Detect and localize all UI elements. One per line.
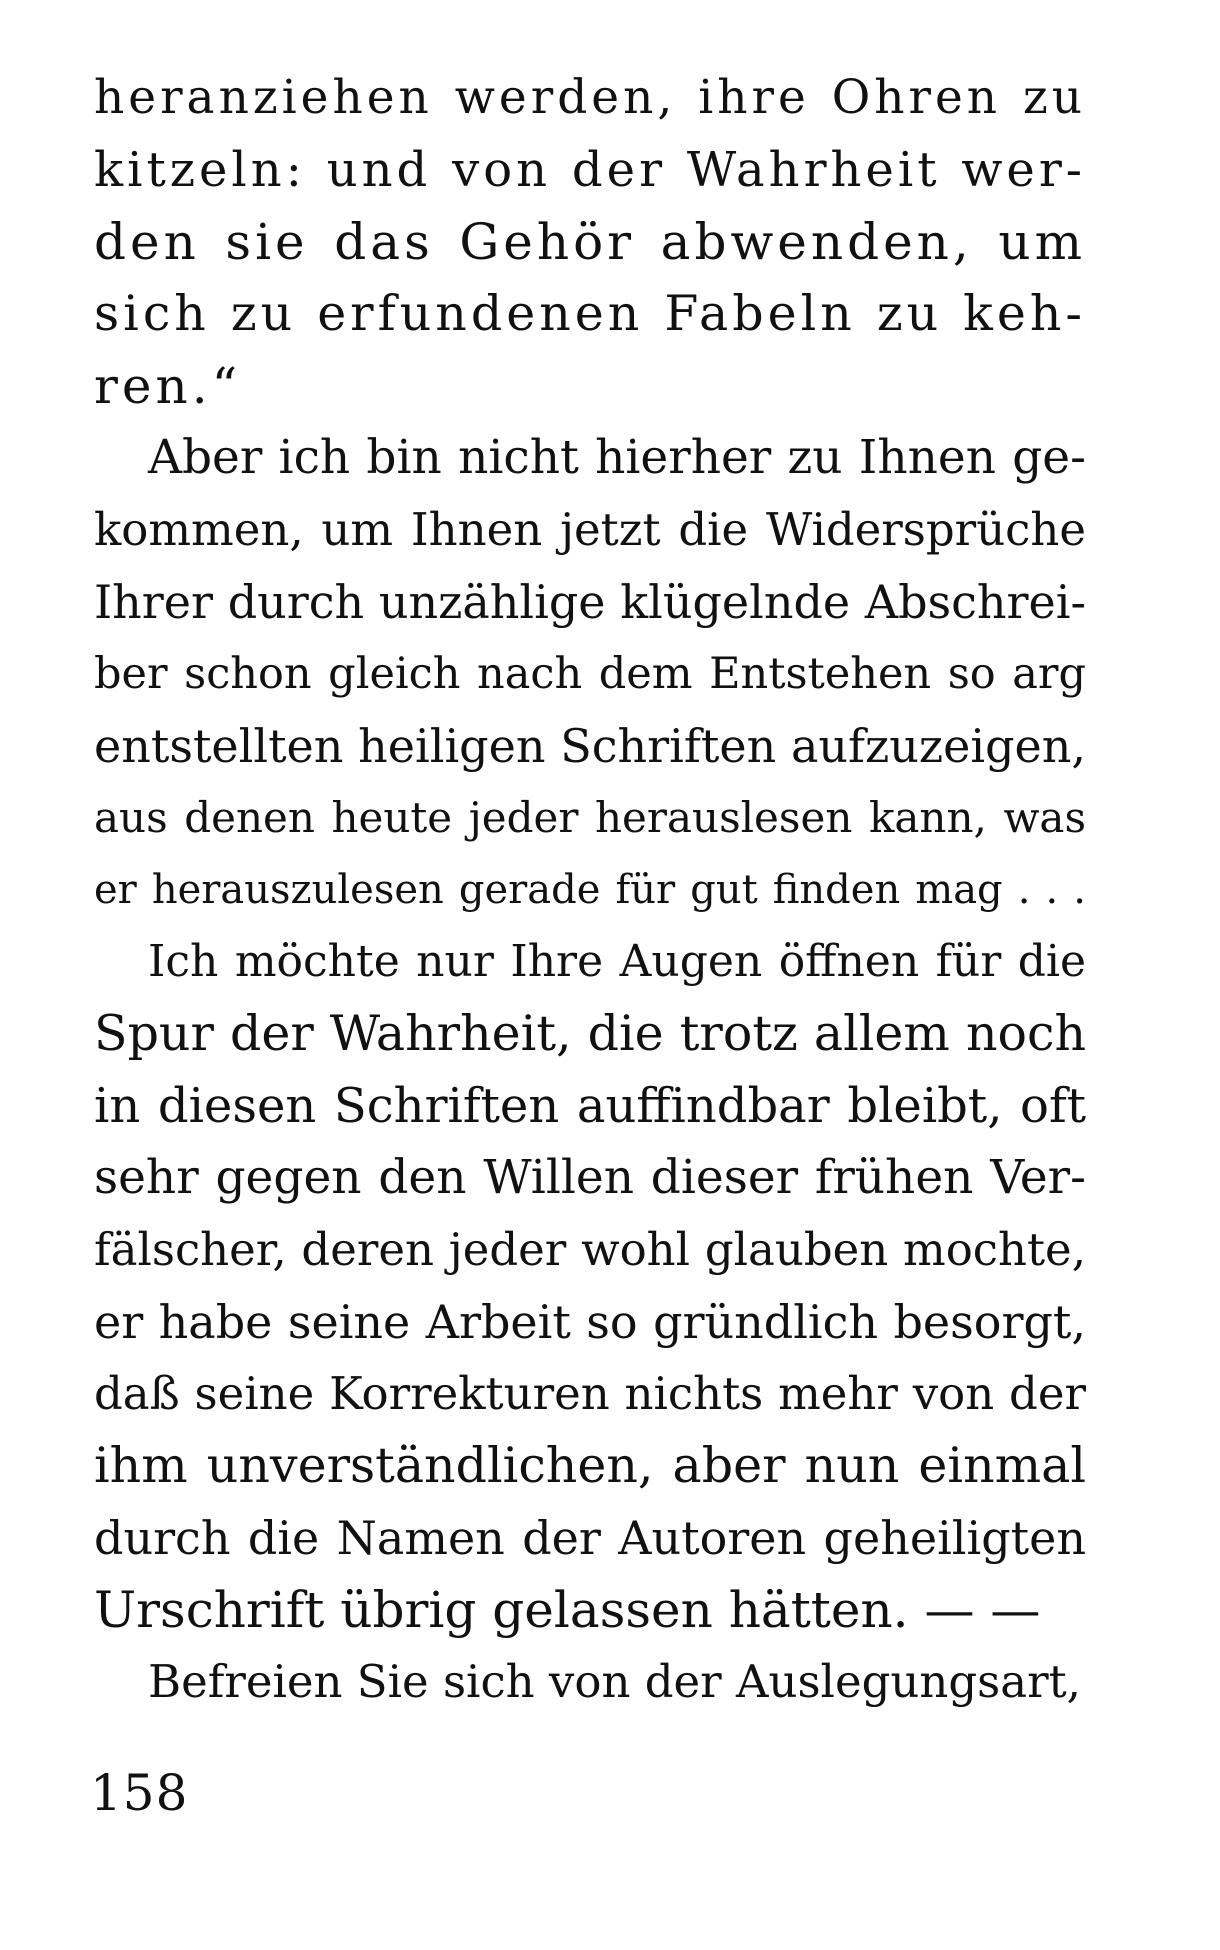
- text-line: in diesen Schriften auffindbar bleibt, oft: [94, 1078, 1086, 1134]
- text-line: er herauszulesen gerade für gut finden mag . . .: [94, 867, 1086, 913]
- text-line: daß seine Korrekturen nichts mehr von der: [94, 1367, 1086, 1420]
- text-line: ren.“: [94, 357, 242, 415]
- page-number: 158: [90, 1764, 189, 1822]
- text-line: ber schon gleich nach dem Entstehen so arg: [94, 649, 1086, 699]
- text-line: Ihrer durch unzählige klügelnde Abschrei-: [94, 575, 1086, 629]
- text-line: aus denen heute jeder herauslesen kann, was: [94, 793, 1086, 842]
- text-line: sich zu erfundenen Fabeln zu keh-: [94, 285, 1086, 342]
- paragraph-first-line: Befreien Sie sich von der Auslegungsart,: [148, 1655, 1081, 1708]
- text-line: kommen, um Ihnen jetzt die Widersprüche: [94, 503, 1086, 556]
- text-line: kitzeln: und von der Wahrheit wer-: [94, 142, 1086, 198]
- text-line: er habe seine Arbeit so gründlich besorgt,: [94, 1295, 1086, 1349]
- text-line: sehr gegen den Willen dieser frühen Ver-: [94, 1150, 1086, 1205]
- text-line: fälscher, deren jeder wohl glauben mochte,: [94, 1223, 1086, 1276]
- text-line: heranziehen werden, ihre Ohren zu: [94, 70, 1086, 125]
- text-line: den sie das Gehör abwenden, um: [94, 213, 1086, 271]
- text-line: Spur der Wahrheit, die trotz allem noch: [94, 1005, 1086, 1062]
- text-line: Urschrift übrig gelassen hätten. — —: [94, 1581, 1041, 1639]
- text-line: durch die Namen der Autoren geheiligten: [94, 1511, 1086, 1565]
- text-line: ihm unverständlichen, aber nun einmal: [94, 1437, 1086, 1494]
- text-line: entstellten heiligen Schriften aufzuzeigen,: [94, 719, 1086, 773]
- paragraph-first-line: Aber ich bin nicht hierher zu Ihnen ge-: [148, 430, 1086, 485]
- paragraph-first-line: Ich möchte nur Ihre Augen öffnen für die: [148, 936, 1086, 987]
